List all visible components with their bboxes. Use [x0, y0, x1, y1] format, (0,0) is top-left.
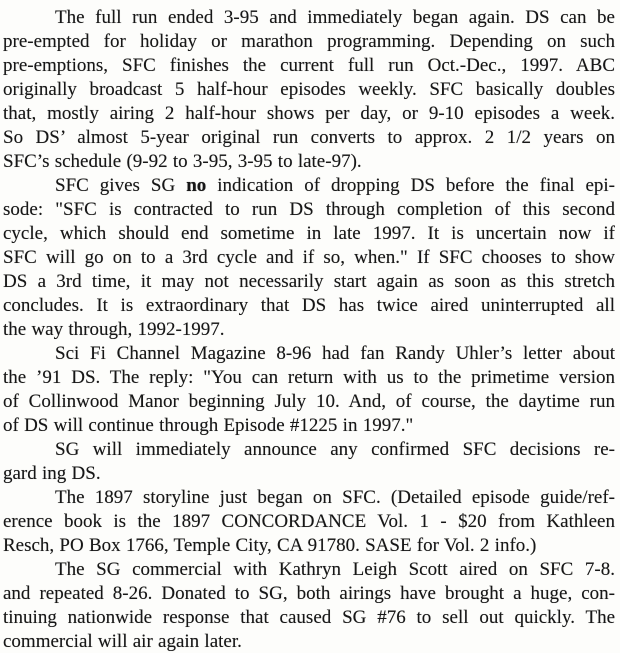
text-line-p1-l3: pre-emptions, SFC finishes the current full run Oct.-Dec., 1997. ABC — [3, 55, 615, 76]
text-line-p1-l4: originally broadcast 5 half-hour episodes weekly. SFC basically doubles — [3, 79, 615, 100]
text-line-p3-l3: of Collinwood Manor beginning July 10. And, of course, the daytime run — [3, 391, 615, 412]
text-line-p5-l3: Resch, PO Box 1766, Temple City, CA 91780. SASE for Vol. 2 info.) — [3, 535, 537, 556]
text-line-p3-l4: of DS will continue through Episode #1225 in 1997." — [3, 415, 414, 436]
text-line-p5-l2: erence book is the 1897 CONCORDANCE Vol. 1 - $20 from Kathleen — [3, 511, 615, 532]
text-line-p2-l6: concludes. It is extraordinary that DS has twice aired uninterrupted all — [3, 295, 615, 316]
text-line-p5-l1: The 1897 storyline just began on SFC. (Detailed episode guide/ref- — [55, 487, 615, 508]
text-line-p2-l7: the way through, 1992-1997. — [3, 319, 225, 340]
text-line-p6-l2: and repeated 8-26. Donated to SG, both airings have brought a huge, con- — [3, 583, 615, 604]
text-body — [3, 6, 615, 653]
text-line-p1-l7: SFC’s schedule (9-92 to 3-95, 3-95 to late-97). — [3, 151, 362, 172]
text-line-p2-l3: cycle, which should end sometime in late 1997. It is uncertain now if — [3, 223, 615, 244]
text-line-p4-l1: SG will immediately announce any confirmed SFC decisions re- — [55, 439, 615, 460]
text-line-p1-l2: pre-empted for holiday or marathon programming. Depending on such — [3, 31, 615, 52]
text-line-p1-l5: that, mostly airing 2 half-hour shows per day, or 9-10 episodes a week. — [3, 103, 615, 124]
text-line-p6-l1: The SG commercial with Kathryn Leigh Scott aired on SFC 7-8. — [55, 559, 615, 580]
text-line-p6-l3: tinuing nationwide response that caused SG #76 to sell out quickly. The — [3, 607, 615, 628]
text-line-p4-l2: gard ing DS. — [3, 463, 101, 484]
text-line-p2-l2: sode: "SFC is contracted to run DS through completion of this second — [3, 199, 615, 220]
text-line-p1-l1: The full run ended 3-95 and immediately began again. DS can be — [55, 7, 615, 28]
text-line-p2-l4: SFC will go on to a 3rd cycle and if so, when." If SFC chooses to show — [3, 247, 615, 268]
text-line-p2-l5: DS a 3rd time, it may not necessarily start again as soon as this stretch — [3, 271, 615, 292]
text-line-p1-l6: So DS’ almost 5-year original run converts to approx. 2 1/2 years on — [3, 127, 615, 148]
bold-text: no — [186, 175, 207, 196]
text-line-p3-l2: the ’91 DS. The reply: "You can return with us to the primetime version — [3, 367, 615, 388]
text-line-p6-l4: commercial will air again later. — [3, 631, 242, 652]
text-line-p2-l1: SFC gives SG no indication of dropping DS before the final epi- — [55, 175, 615, 196]
text-line-p3-l1: Sci Fi Channel Magazine 8-96 had fan Randy Uhler’s letter about — [55, 343, 615, 364]
